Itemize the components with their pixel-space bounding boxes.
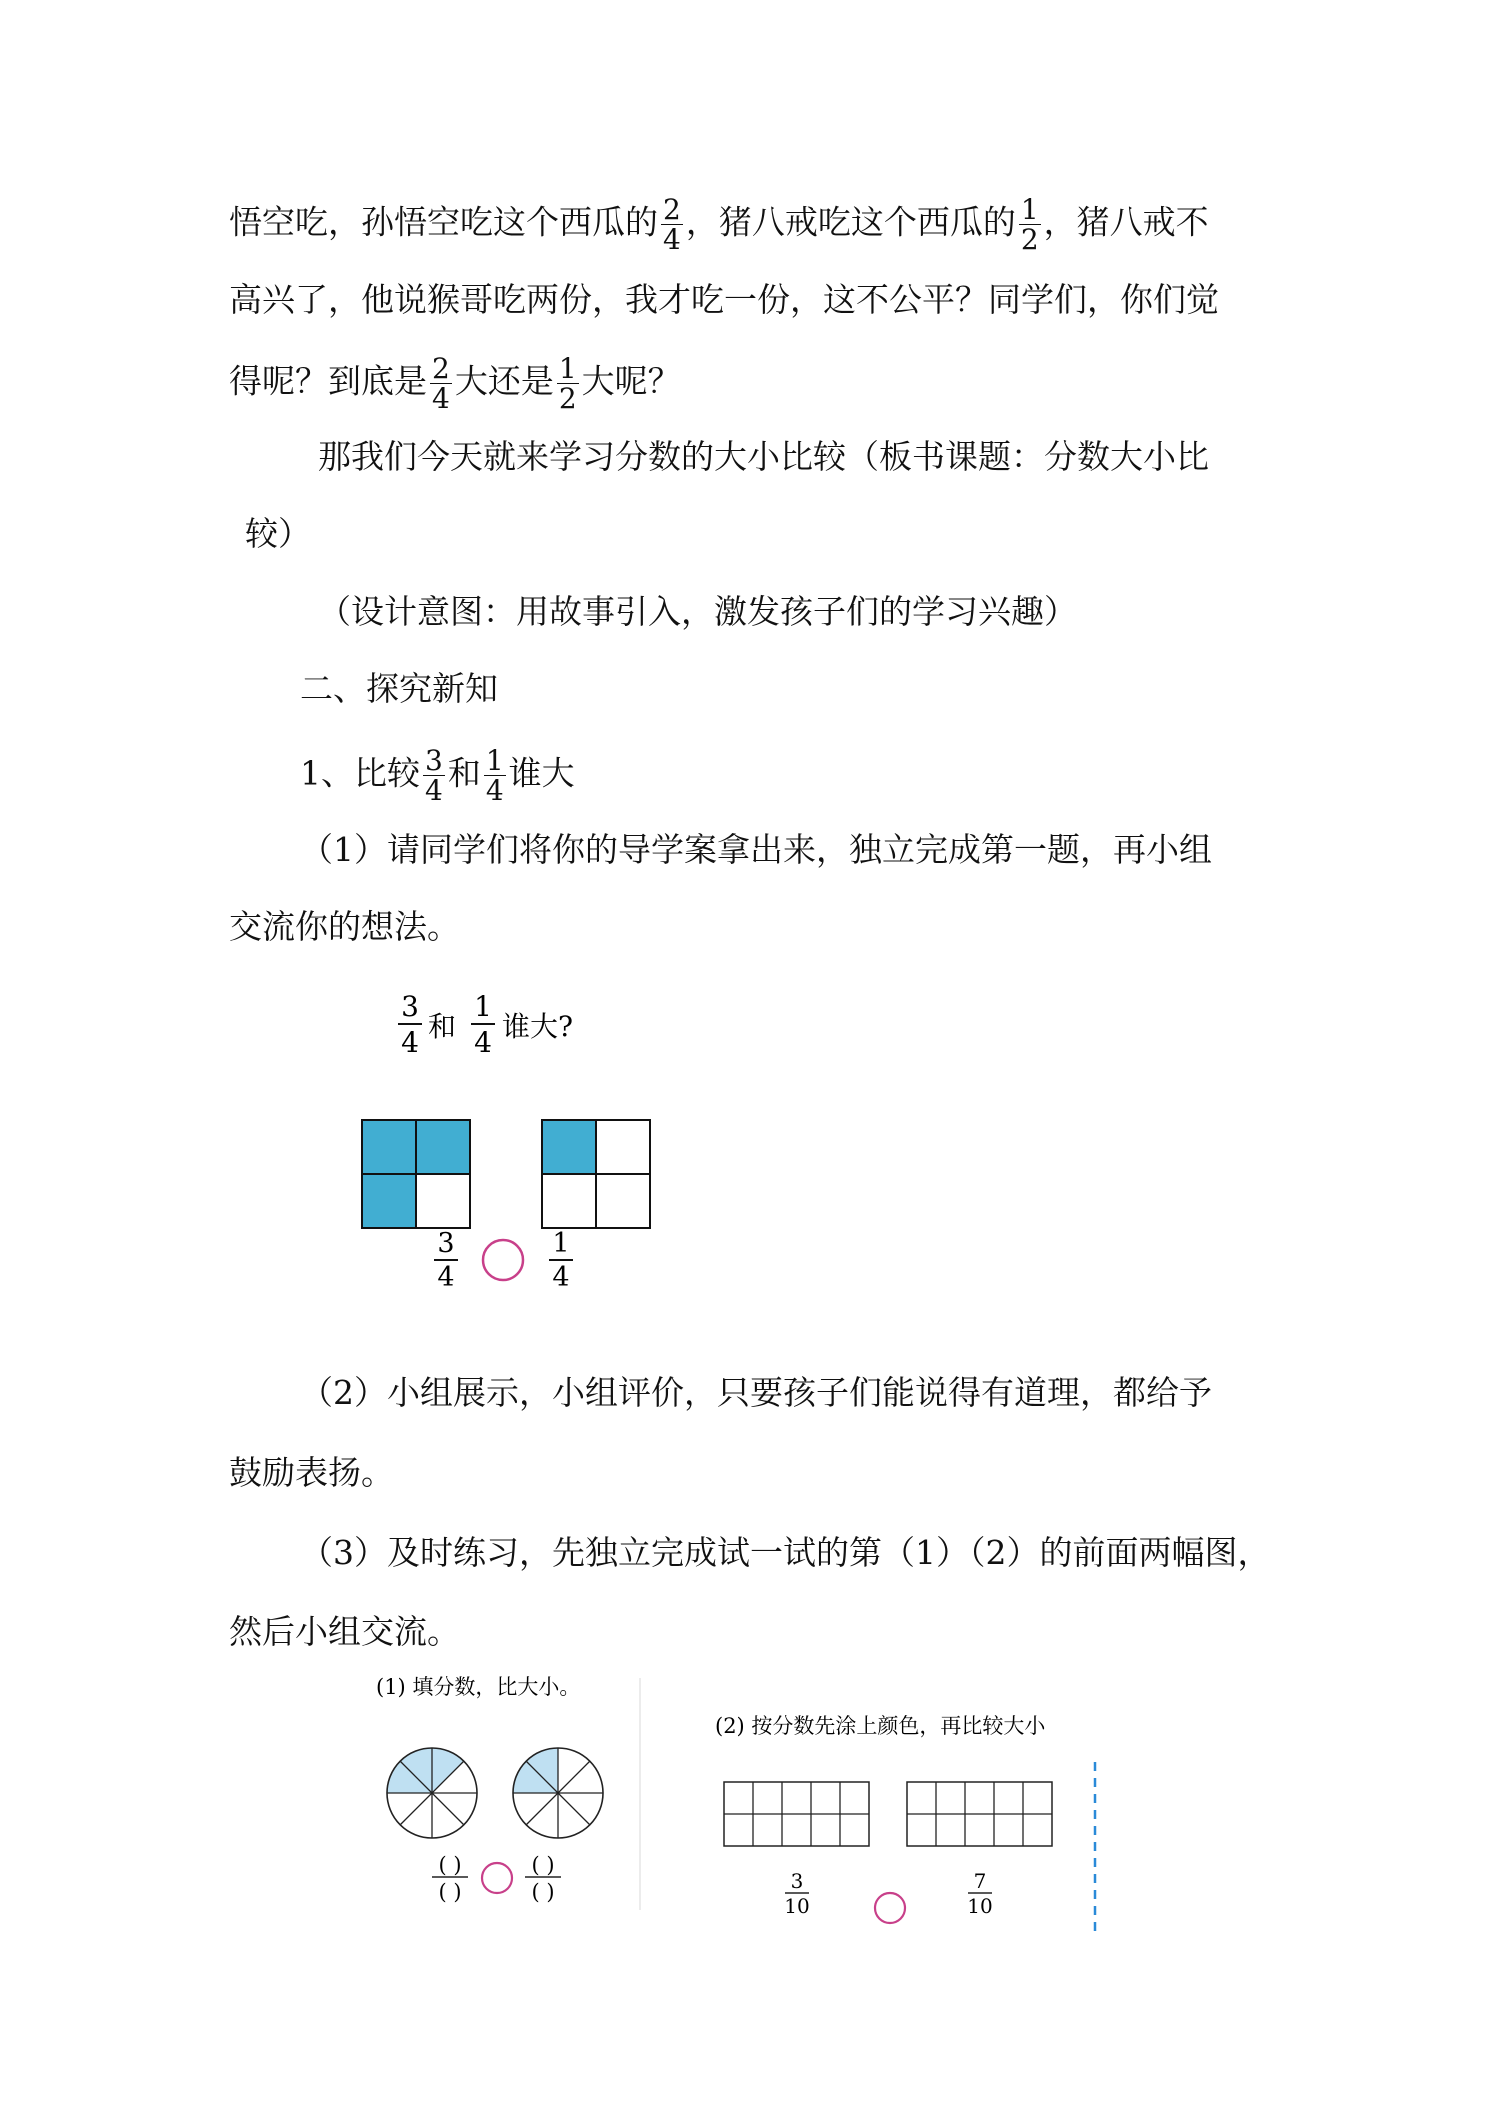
paragraph-line-5: 较） [245, 514, 311, 553]
fig2-frac-7-num: 7 [973, 1869, 987, 1893]
cell-bl [542, 1174, 596, 1228]
line8-text-c: 谁大 [508, 753, 575, 793]
paragraph-line-4: 那我们今天就来学习分数的大小比较（板书课题：分数大小比 [318, 437, 1209, 476]
cell-bl [362, 1174, 416, 1228]
line3-text-a: 得呢？到底是 [229, 361, 427, 401]
fig1-right-den: 4 [552, 1262, 570, 1293]
compare-circle[interactable] [483, 1240, 523, 1280]
grid-ten-left[interactable] [724, 1782, 869, 1846]
paragraph-line-13: （3）及时练习，先独立完成试一试的第（1）（2）的前面两幅图， [300, 1533, 1271, 1572]
line1-text-c: ，猪八戒不 [1043, 202, 1209, 242]
cell-tr [416, 1120, 470, 1174]
pie-two-eighths [513, 1748, 603, 1838]
blank-left-num[interactable]: ( ) [438, 1853, 462, 1877]
shaded-sector-3 [432, 1748, 464, 1793]
paragraph-line-9: （1）请同学们将你的导学案拿出来，独立完成第一题，再小组 [300, 830, 1212, 869]
line1-text-b: ，猪八戒吃这个西瓜的 [685, 202, 1016, 242]
square-one-quarter [542, 1120, 650, 1228]
cell-br [416, 1174, 470, 1228]
cell-tl [362, 1120, 416, 1174]
exercise2-label: (2) 按分数先涂上颜色，再比较大小 [715, 1714, 1046, 1738]
paragraph-line-3 [229, 354, 681, 413]
fraction-1-2: $\frac{1}{2}$ [558, 352, 577, 415]
paragraph-line-2: 高兴了，他说猴哥吃两份，我才吃一份，这不公平？同学们，你们觉 [229, 280, 1219, 319]
compare-circle-2[interactable] [875, 1893, 905, 1923]
cell-tr [596, 1120, 650, 1174]
fig2-frac-3-den: 10 [784, 1894, 810, 1918]
section-heading: 二、探究新知 [300, 669, 498, 708]
fraction-2-4: $\frac{2}{4}$ [663, 193, 681, 256]
figure-exercises [360, 1670, 1120, 1940]
fraction-2-4: $\frac{2}{4}$ [432, 352, 450, 415]
blank-left-den[interactable]: ( ) [438, 1880, 462, 1904]
fig2-frac-3-num: 3 [790, 1869, 804, 1893]
subsection-heading [300, 746, 575, 805]
line3-text-b: 大还是 [454, 361, 554, 401]
line3-text-c: 大呢？ [581, 361, 681, 401]
fig1-title-f2-den: 4 [474, 1026, 492, 1059]
paragraph-line-14: 然后小组交流。 [229, 1612, 460, 1651]
exercise1-label: (1) 填分数，比大小。 [376, 1675, 581, 1699]
fig1-right-num: 1 [552, 1228, 570, 1259]
square-three-quarters [362, 1120, 470, 1228]
paragraph-line-11: （2）小组展示，小组评价，只要孩子们能说得有道理，都给予 [300, 1373, 1212, 1412]
fig1-left-den: 4 [437, 1262, 455, 1293]
line8-text-a: 1、比较 [300, 753, 420, 793]
paragraph-line-1 [229, 195, 1209, 254]
blank-right-den[interactable]: ( ) [531, 1880, 555, 1904]
fig1-title-end: 谁大? [502, 1010, 574, 1043]
design-intent-note: （设计意图：用故事引入，激发孩子们的学习兴趣） [318, 592, 1077, 631]
fig1-title-f1-den: 4 [401, 1026, 419, 1059]
grid-ten-right[interactable] [907, 1782, 1052, 1846]
pie-three-eighths [387, 1748, 477, 1838]
line8-text-b: 和 [447, 753, 481, 793]
fig2-frac-7-den: 10 [967, 1894, 993, 1918]
paragraph-line-10: 交流你的想法。 [229, 907, 460, 946]
fraction-1-4: $\frac{1}{4}$ [485, 744, 504, 807]
cell-tl [542, 1120, 596, 1174]
compare-circle-1[interactable] [482, 1863, 512, 1893]
figure-compare-3-4-1-4 [350, 980, 680, 1300]
blank-right-num[interactable]: ( ) [531, 1853, 555, 1877]
fraction-1-2: $\frac{1}{2}$ [1020, 193, 1039, 256]
fig1-title-f2-num: 1 [474, 990, 492, 1023]
line1-text-a: 悟空吃，孙悟空吃这个西瓜的 [229, 202, 658, 242]
paragraph-line-12: 鼓励表扬。 [229, 1453, 394, 1492]
fig1-title-f1-num: 3 [401, 990, 419, 1023]
cell-br [596, 1174, 650, 1228]
fig1-title-mid: 和 [428, 1010, 457, 1043]
fraction-3-4: $\frac{3}{4}$ [425, 744, 443, 807]
fig1-left-num: 3 [437, 1228, 455, 1259]
